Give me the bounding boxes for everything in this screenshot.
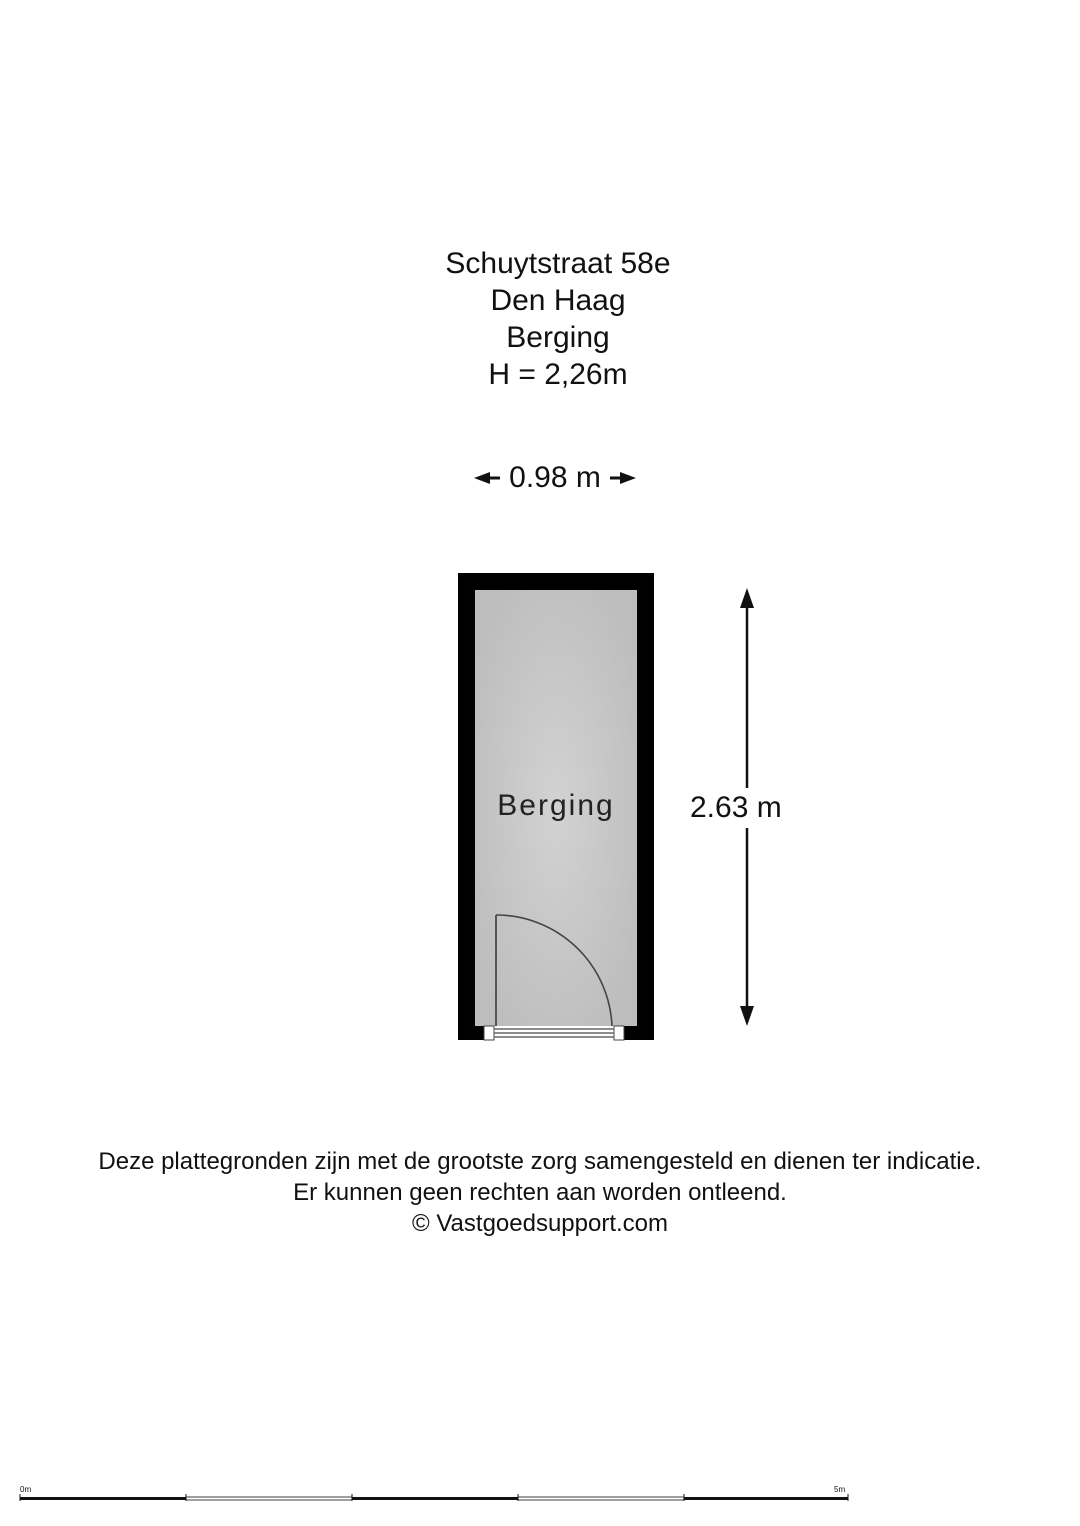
ceiling-height: H = 2,26m xyxy=(488,358,628,391)
height-label: 2.63 m xyxy=(690,791,782,824)
scale-segment-4 xyxy=(518,1497,684,1500)
up-arrow-icon xyxy=(740,588,754,608)
door-jamb-left xyxy=(484,1026,494,1040)
disclaimer-line-1: Deze plattegronden zijn met de grootste zorg samengesteld en dienen ter indicatie. xyxy=(98,1148,982,1175)
width-label: 0.98 m xyxy=(509,461,601,494)
city-name: Den Haag xyxy=(490,284,626,317)
scale-segment-2 xyxy=(186,1497,352,1500)
disclaimer-line-2: Er kunnen geen rechten aan worden ontleend. xyxy=(293,1179,787,1206)
scale-segment-1 xyxy=(20,1497,186,1500)
scale-segment-5 xyxy=(684,1497,848,1500)
door-jamb-right xyxy=(614,1026,624,1040)
room-name: Berging xyxy=(506,321,610,354)
scale-bar xyxy=(18,1480,850,1506)
scale-segment-3 xyxy=(352,1497,518,1500)
copyright-line: © Vastgoedsupport.com xyxy=(411,1210,669,1237)
scale-start-label: 0m xyxy=(20,1485,32,1494)
room-label: Berging xyxy=(497,789,615,822)
address-title: Schuytstraat 58e xyxy=(445,247,671,280)
down-arrow-icon xyxy=(740,1006,754,1026)
scale-end-label: 5m xyxy=(834,1485,846,1494)
disclaimer xyxy=(0,1146,1080,1239)
scale-ruler xyxy=(18,1480,850,1506)
